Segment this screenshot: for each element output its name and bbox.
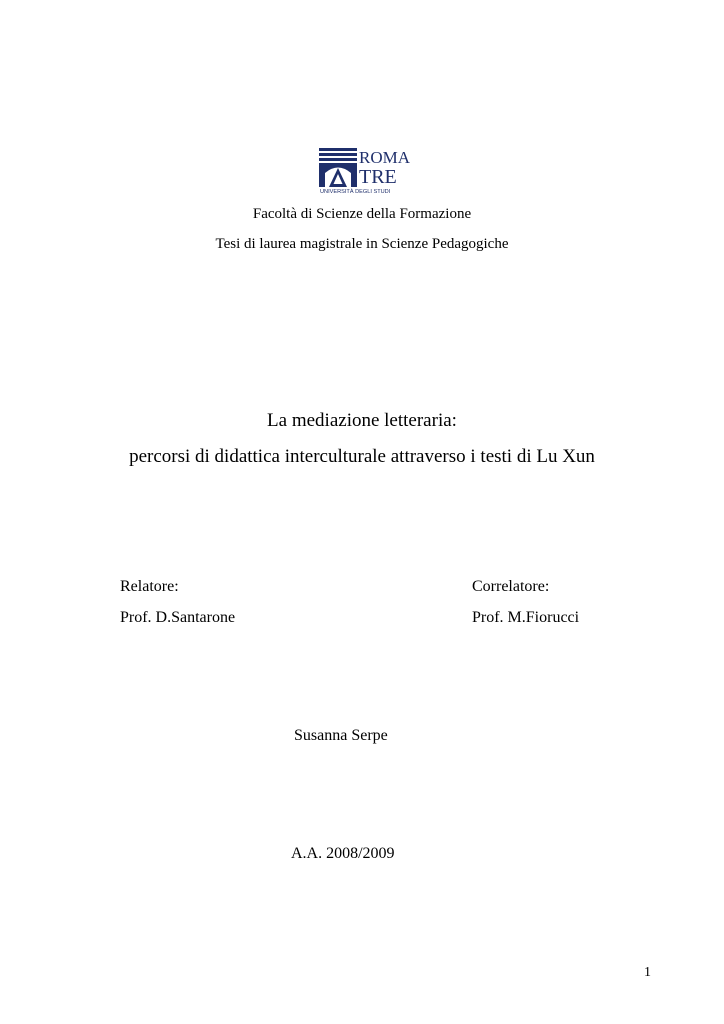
logo-text-university: UNIVERSITÀ DEGLI STUDI (320, 189, 391, 195)
author-name: Susanna Serpe (294, 727, 388, 744)
logo-text-tre: TRE (359, 166, 397, 188)
page-number: 1 (644, 965, 651, 980)
emblem-icon (319, 148, 357, 187)
correlatore-name: Prof. M.Fiorucci (472, 609, 580, 626)
degree-program: Tesi di laurea magistrale in Scienze Pedagogiche (215, 236, 509, 252)
thesis-title: La mediazione letteraria: (267, 410, 457, 431)
faculty-name: Facoltà di Scienze della Formazione (252, 206, 472, 222)
correlatore-label: Correlatore: (472, 578, 550, 595)
roma-tre-logo-graphic (319, 146, 411, 196)
logo-text-roma: ROMA (359, 148, 411, 167)
university-logo (319, 146, 411, 196)
academic-year: A.A. 2008/2009 (291, 845, 395, 862)
relatore-name: Prof. D.Santarone (120, 609, 236, 626)
relatore-label: Relatore: (120, 578, 179, 595)
thesis-subtitle: percorsi di didattica interculturale attraverso i testi di Lu Xun (129, 446, 595, 467)
